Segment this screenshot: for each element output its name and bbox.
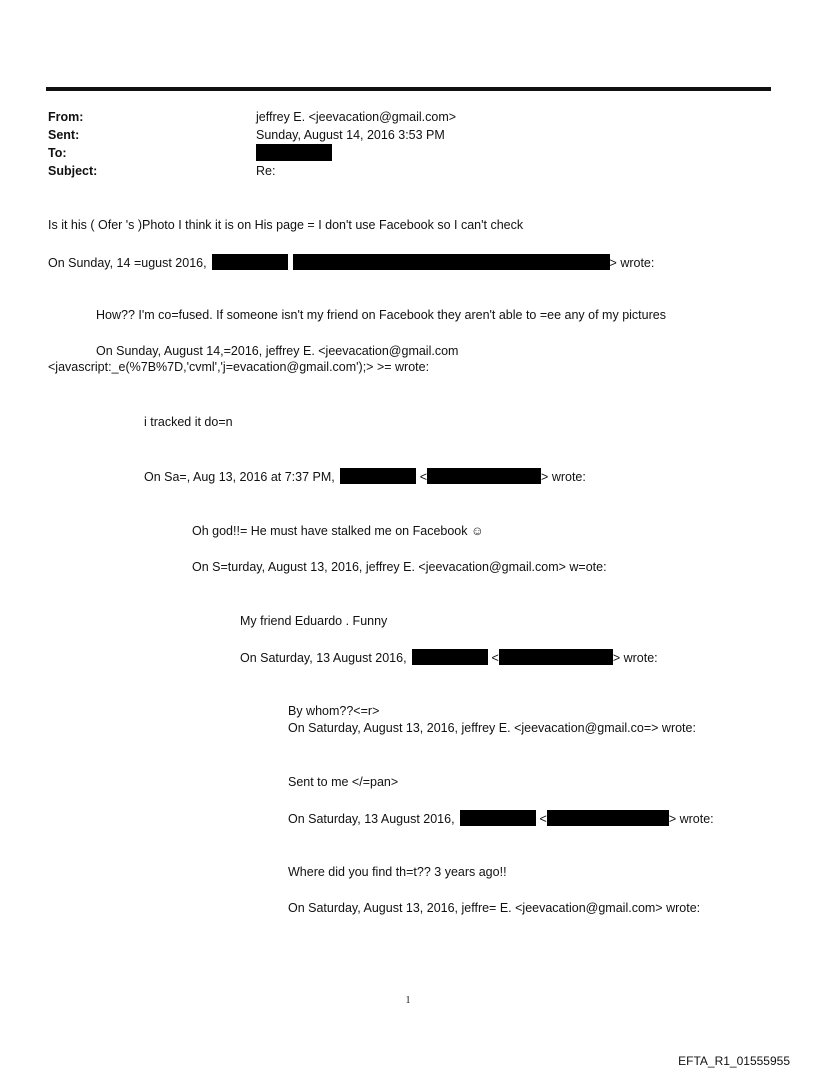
quoted-text: My friend Eduardo . Funny <box>240 614 388 628</box>
quoted-attribution: On Sunday, August 14,=2016, jeffrey E. <jeevacation@gmail.com <box>96 344 459 358</box>
document-id: EFTA_R1_01555955 <box>678 1054 790 1068</box>
redaction <box>212 254 288 270</box>
reply-text: Is it his ( Ofer 's )Photo I think it is on His page = I don't use Facebook so I can't check <box>48 218 524 232</box>
from-label: From: <box>48 110 84 124</box>
quoted-text: Where did you find th=t?? 3 years ago!! <box>288 865 507 879</box>
quoted-text: i tracked it do=n <box>144 415 233 429</box>
redaction <box>547 810 669 826</box>
sent-value: Sunday, August 14, 2016 3:53 PM <box>256 128 445 142</box>
attribution-suffix: > wrote: <box>609 256 655 270</box>
quoted-text: How?? I'm co=fused. If someone isn't my friend on Facebook they aren't able to =ee any of my pictures <box>96 308 666 322</box>
redaction <box>340 468 416 484</box>
quoted-attribution: On Saturday, 13 August 2016, < > wrote: <box>288 812 714 826</box>
attribution-line <box>48 254 654 271</box>
quoted-text: By whom??<=r> <box>288 704 380 718</box>
quoted-attribution-cont: <javascript:_e(%7B%7D,'cvml','j=evacation@gmail.com');> >= wrote: <box>48 360 430 374</box>
quoted-attribution: On Saturday, August 13, 2016, jeffrey E. <jeevacation@gmail.co=> wrote: <box>288 721 696 735</box>
quoted-attribution: On Saturday, August 13, 2016, jeffre= E. <jeevacation@gmail.com> wrote: <box>288 901 701 915</box>
redaction <box>499 649 613 665</box>
subject-label: Subject: <box>48 164 98 178</box>
quoted-attribution: On Sa=, Aug 13, 2016 at 7:37 PM, < > wrote: <box>144 470 586 484</box>
sent-label: Sent: <box>48 128 80 142</box>
from-value: jeffrey E. <jeevacation@gmail.com> <box>256 110 457 124</box>
quoted-text: Sent to me </=pan> <box>288 775 399 789</box>
quoted-attribution: On S=turday, August 13, 2016, jeffrey E. <jeevacation@gmail.com> w=ote: <box>192 560 607 574</box>
quoted-text: Oh god!!= He must have stalked me on Facebook ☺ <box>192 524 484 538</box>
to-redaction <box>256 144 332 161</box>
header-rule <box>46 87 771 91</box>
subject-value: Re: <box>256 164 276 178</box>
redaction <box>427 468 541 484</box>
redaction <box>293 254 610 270</box>
redaction <box>460 810 536 826</box>
quoted-attribution: On Saturday, 13 August 2016, < > wrote: <box>240 651 658 665</box>
redaction <box>412 649 488 665</box>
attribution-prefix: On Sunday, 14 =ugust 2016, <box>48 256 207 270</box>
page-number: 1 <box>405 995 411 1006</box>
to-label: To: <box>48 146 67 160</box>
